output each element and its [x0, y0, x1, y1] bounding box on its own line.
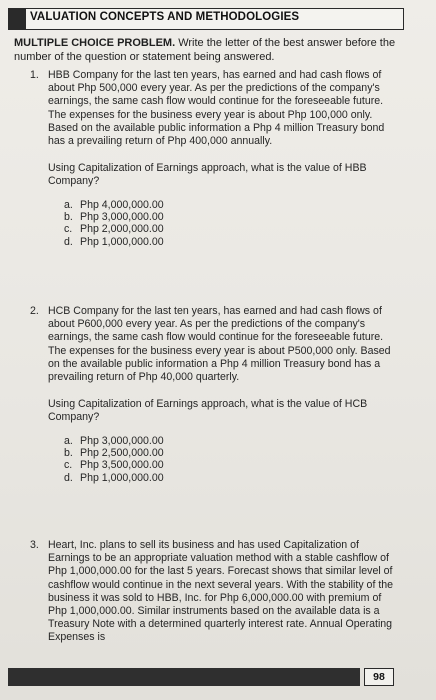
choice-b[interactable]	[64, 447, 400, 459]
choice-letter: b.	[64, 446, 73, 459]
choice-text: Php 3,500,000.00	[80, 459, 164, 472]
choice-d[interactable]	[64, 236, 400, 248]
choice-text: Php 3,000,000.00	[80, 210, 164, 223]
choice-d[interactable]	[64, 472, 400, 484]
choice-letter: d.	[64, 235, 73, 248]
choice-c[interactable]	[64, 459, 400, 471]
instructions-text: Write the letter of the best answer before the number of the question or statement being answered.	[14, 37, 396, 63]
choice-letter: b.	[64, 210, 73, 223]
choice-letter: c.	[64, 459, 73, 472]
page-title: VALUATION CONCEPTS AND METHODOLOGIES	[30, 11, 300, 23]
choice-b[interactable]	[64, 211, 400, 223]
choice-text: Php 1,000,000.00	[80, 471, 164, 484]
choice-text: Php 3,000,000.00	[80, 434, 164, 447]
choice-a[interactable]	[64, 435, 400, 447]
question-prompt: Using Capitalization of Earnings approach, what is the value of HBB Company?	[48, 162, 367, 188]
question-number: 2.	[30, 305, 39, 317]
page-number: 98	[364, 668, 394, 686]
choice-letter: a.	[64, 434, 73, 447]
choice-text: Php 1,000,000.00	[80, 235, 164, 248]
choice-c[interactable]	[64, 223, 400, 235]
question-body: HCB Company for the last ten years, has earned and had cash flows of about P600,000 every year. As per the predictions of the company's earnings, the same cash flow would continue for the foreseeable future. The expenses for the business every year is about P500,000 only. Based on the available public information a Php 4 million Treasury bond has a prevailing return of Php 40,000 quarterly.	[48, 305, 391, 384]
question-3	[30, 539, 400, 645]
choice-letter: a.	[64, 198, 73, 211]
question-1	[30, 69, 400, 248]
choice-letter: d.	[64, 471, 73, 484]
question-prompt: Using Capitalization of Earnings approach, what is the value of HCB Company?	[48, 398, 368, 424]
footer-bar	[8, 668, 360, 686]
choice-letter: c.	[64, 223, 73, 236]
choice-text: Php 2,500,000.00	[80, 446, 164, 459]
choice-text: Php 4,000,000.00	[80, 198, 164, 211]
question-2	[30, 305, 400, 484]
choice-list	[64, 435, 400, 484]
instructions-label: MULTIPLE CHOICE PROBLEM.	[14, 37, 176, 49]
question-number: 3.	[30, 539, 39, 551]
choice-list	[64, 199, 400, 248]
choice-text: Php 2,000,000.00	[80, 223, 164, 236]
instructions	[14, 36, 409, 64]
question-body: Heart, Inc. plans to sell its business and has used Capitalization of Earnings to be an appropriate valuation method with a stable cashflow of Php 1,000,000.00 for the last 5 years. Forecast shows that similar level of cashflow would continue in the next several years. With the stability of the business it was sold to HBB, Inc. for Php 6,000,000.00 with premium of Php 1,000,000.00. Similar instruments based on the available data is a Treasury Note with a determined quarterly interest rate. Annual Operating Expenses is	[48, 539, 394, 644]
choice-a[interactable]	[64, 199, 400, 211]
question-number: 1.	[30, 69, 39, 81]
question-body: HBB Company for the last ten years, has earned and had cash flows of about Php 500,000 every year. As per the predictions of the company's earnings, the same cash flow would continue for the foreseeable future. The expenses for the business every year is about Php 100,000 only. Based on the available public information a Php 4 million Treasury bond has a prevailing return of Php 400,000 annually.	[48, 69, 385, 148]
